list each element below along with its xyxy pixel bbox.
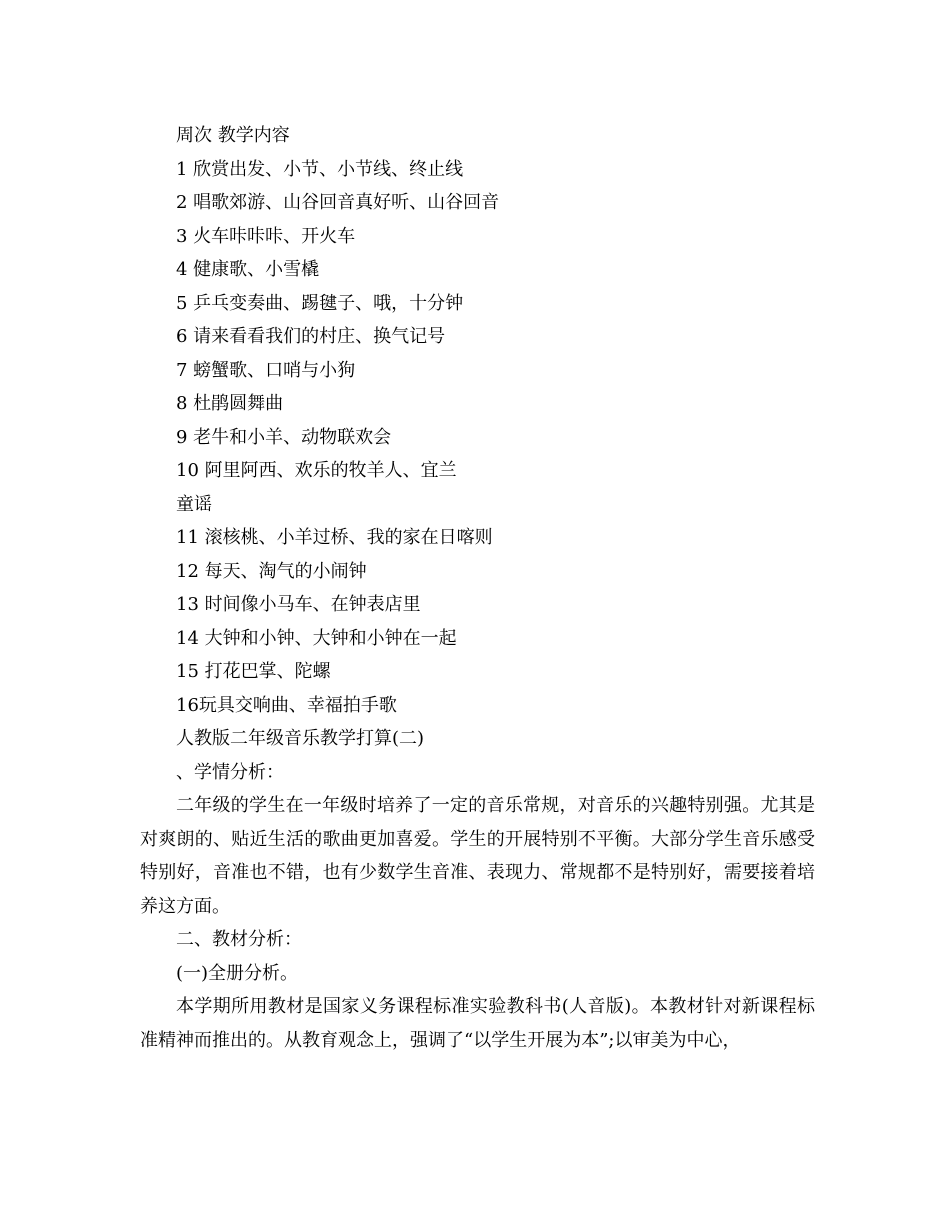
heading-student-analysis: 、学情分析： — [176, 761, 284, 783]
list-item: 5 乒乓变奏曲、踢毽子、哦，十分钟 — [176, 292, 464, 314]
list-item: 3 火车咔咔咔、开火车 — [176, 225, 356, 247]
document-body — [140, 119, 815, 1057]
section-title: 人教版二年级音乐教学打算(二) — [176, 728, 425, 749]
list-item: 8 杜鹃圆舞曲 — [176, 393, 284, 414]
list-header: 周次 教学内容 — [176, 125, 290, 146]
paragraph-student-analysis: 二年级的学生在一年级时培养了一定的音乐常规，对音乐的兴趣特别强。尤其是对爽朗的、贴近生活的歌曲更加喜爱。学生的开展特别不平衡。大部分学生音乐感受特别好，音准也不错，也有少数学生音准、表现力、常规都不是特别好，需要接着培养这方面。 — [140, 795, 815, 917]
heading-full-volume-analysis: (一)全册分析。 — [176, 962, 299, 984]
list-item: 2 唱歌郊游、山谷回音真好听、山谷回音 — [176, 192, 500, 213]
paragraph-textbook: 本学期所用教材是国家义务课程标准实验教科书(人音版)。本教材针对新课程标准精神而推出的。从教育观念上，强调了“以学生开展为本”;以审美为中心， — [140, 996, 815, 1051]
list-item-continuation: 童谣 — [176, 493, 212, 515]
list-item: 13 时间像小马车、在钟表店里 — [176, 594, 421, 615]
list-item: 10 阿里阿西、欢乐的牧羊人、宜兰 — [176, 460, 457, 481]
list-item: 4 健康歌、小雪橇 — [176, 259, 320, 280]
heading-textbook-analysis: 二、教材分析： — [176, 929, 302, 950]
list-item: 9 老牛和小羊、动物联欢会 — [176, 426, 392, 448]
list-item: 12 每天、淘气的小闹钟 — [176, 560, 367, 582]
list-item: 11 滚核桃、小羊过桥、我的家在日喀则 — [176, 527, 493, 548]
list-item: 14 大钟和小钟、大钟和小钟在一起 — [176, 627, 457, 649]
list-item: 6 请来看看我们的村庄、换气记号 — [176, 326, 446, 347]
list-item: 16玩具交响曲、幸福拍手歌 — [176, 694, 397, 716]
list-item: 1 欣赏出发、小节、小节线、终止线 — [176, 158, 464, 180]
list-item: 7 螃蟹歌、口哨与小狗 — [176, 359, 356, 381]
list-item: 15 打花巴掌、陀螺 — [176, 661, 331, 682]
